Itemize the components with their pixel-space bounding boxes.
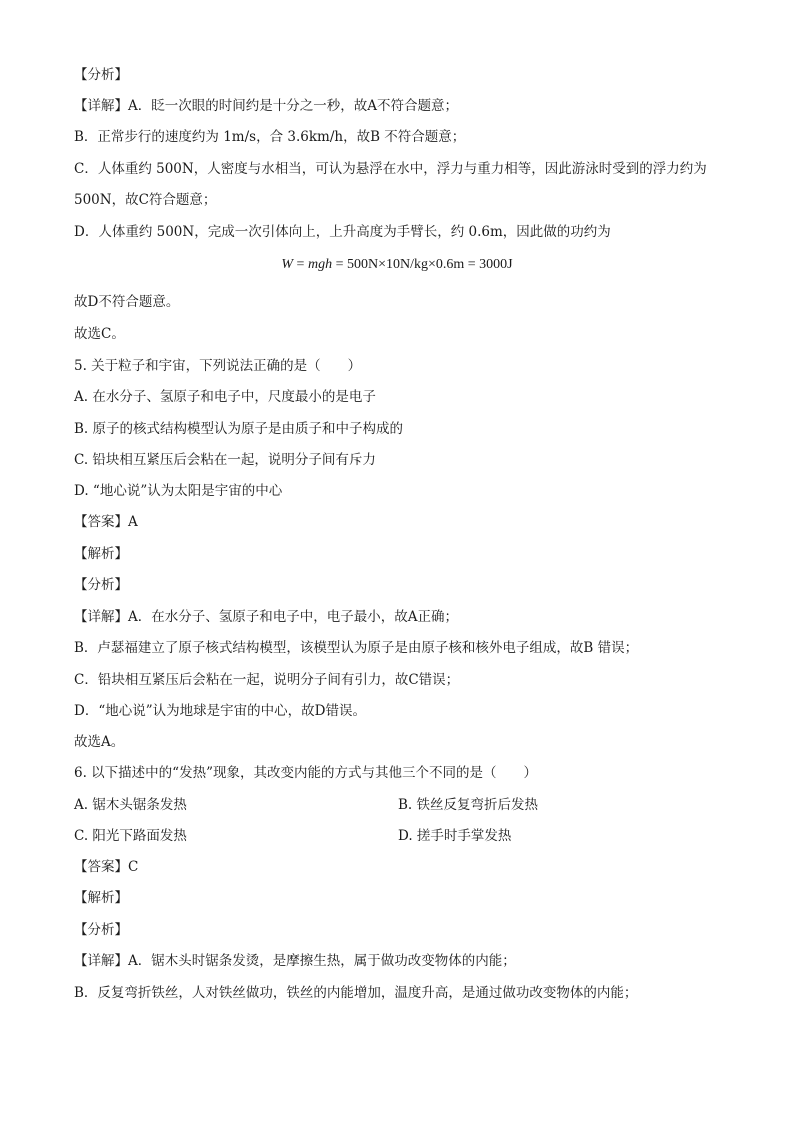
question-5-option-c: C. 铅块相互紧压后会粘在一起，说明分子间有斥力 <box>74 452 376 468</box>
question-6-option-c: C. 阳光下路面发热 <box>74 828 187 844</box>
question-5-detail-c: C．铅块相互紧压后会粘在一起，说明分子间有引力，故C错误； <box>74 672 460 688</box>
question-5-jiexi: 【解析】 <box>74 546 128 562</box>
question-6-option-a: A. 锯木头锯条发热 <box>74 797 187 813</box>
detail-line-a: 【详解】A．眨一次眼的时间约是十分之一秒，故A不符合题意； <box>74 98 458 114</box>
question-5-analysis: 【分析】 <box>74 577 128 593</box>
formula-eq1: = <box>293 257 308 272</box>
detail-line-c2: 500N，故C符合题意； <box>74 192 217 208</box>
question-6-stem: 6. 以下描述中的“发热”现象，其改变内能的方式与其他三个不同的是（ ） <box>74 765 537 781</box>
work-formula <box>0 256 794 274</box>
question-6-jiexi: 【解析】 <box>74 890 128 906</box>
formula-rest: = 500N×10N/kg×0.6m = 3000J <box>332 257 513 272</box>
question-5-option-d: D. “地心说”认为太阳是宇宙的中心 <box>74 483 283 499</box>
question-6-option-d: D. 搓手时手掌发热 <box>398 828 512 844</box>
question-5-choose: 故选A。 <box>74 734 125 750</box>
question-5-option-b: B. 原子的核式结构模型认为原子是由质子和中子构成的 <box>74 421 404 437</box>
question-6-option-b: B. 铁丝反复弯折后发热 <box>398 797 539 813</box>
question-5-stem: 5. 关于粒子和宇宙，下列说法正确的是（ ） <box>74 358 362 374</box>
question-6-detail-a: 【详解】A．锯木头时锯条发烫，是摩擦生热，属于做功改变物体的内能； <box>74 953 516 969</box>
question-5-detail-d: D．“地心说”认为地球是宇宙的中心，故D错误。 <box>74 703 366 719</box>
question-5-detail-a: 【详解】A．在水分子、氢原子和电子中，电子最小，故A正确； <box>74 609 458 625</box>
question-6-detail-b: B．反复弯折铁丝，人对铁丝做功，铁丝的内能增加，温度升高，是通过做功改变物体的内能； <box>74 985 638 1001</box>
formula-mgh: mgh <box>307 257 333 272</box>
detail-line-d: D．人体重约 500N，完成一次引体向上，上升高度为手臂长，约 0.6m，因此做的功约为 <box>74 224 611 240</box>
analysis-heading: 【分析】 <box>74 67 128 83</box>
question-5-detail-b: B．卢瑟福建立了原子核式结构模型，该模型认为原子是由原子核和核外电子组成，故B 错误； <box>74 640 639 656</box>
question-6-answer: 【答案】C <box>74 859 139 875</box>
question-5-option-a: A. 在水分子、氢原子和电子中，尺度最小的是电子 <box>74 389 376 405</box>
detail-line-c1: C．人体重约 500N，人密度与水相当，可认为悬浮在水中，浮力与重力相等，因此游泳时受到的浮力约为 <box>74 161 707 177</box>
choose-line: 故选C。 <box>74 326 125 342</box>
question-5-answer: 【答案】A <box>74 514 138 530</box>
detail-line-d-end: 故D不符合题意。 <box>74 294 180 310</box>
detail-line-b: B．正常步行的速度约为 1m/s，合 3.6km/h，故B 不符合题意； <box>74 129 466 145</box>
question-6-analysis: 【分析】 <box>74 922 128 938</box>
formula-lhs: W <box>281 257 294 272</box>
